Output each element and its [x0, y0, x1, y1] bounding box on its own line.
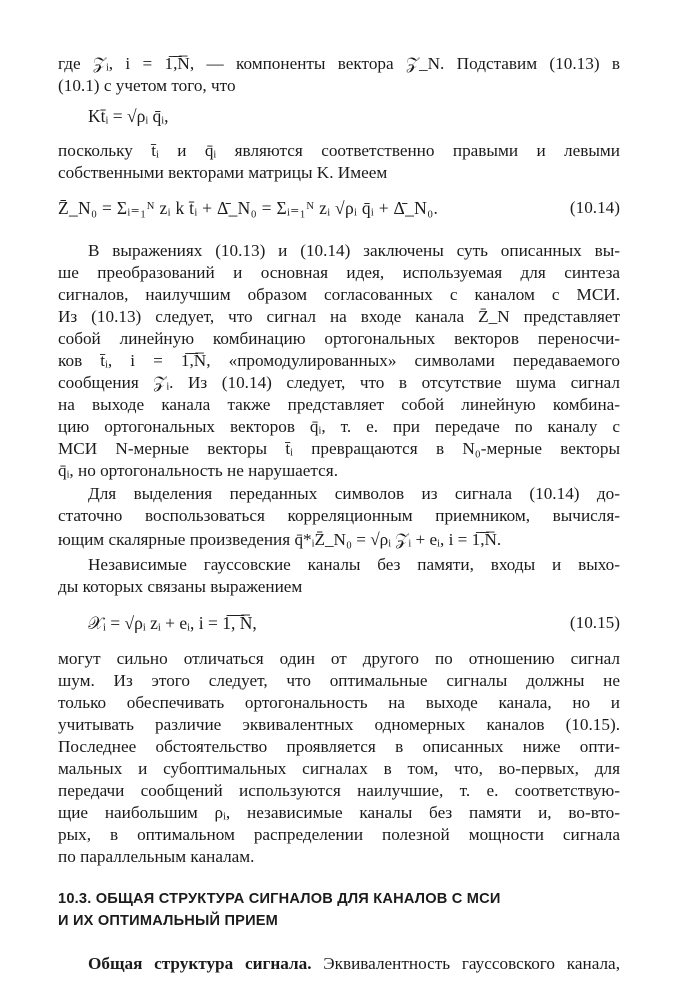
- text-line: учитывать различие эквивалентных одномерных каналов (10.15).: [58, 715, 620, 734]
- text-line: по параллельным каналам.: [58, 847, 255, 866]
- paragraph-run-in-title: Общая структура сигнала.: [88, 954, 312, 973]
- text-line: ков t̄ᵢ, i = 1̅,̅N̅, «промодулированных» символами передаваемого: [58, 351, 620, 370]
- text-line: шум. Из этого следует, что оптимальные сигналы должны не: [58, 671, 620, 690]
- text-line: сообщения 𝒵ᵢ. Из (10.14) следует, что в отсутствие шума сигнал: [58, 373, 620, 392]
- text-line: МСИ N-мерные векторы t̄ᵢ превращаются в N₀-мерные векторы: [58, 439, 620, 458]
- text-line: В выражениях (10.13) и (10.14) заключены суть описанных вы-: [88, 241, 620, 260]
- text-line: (10.1) с учетом того, что: [58, 76, 236, 95]
- text-line: собственными векторами матрицы K. Имеем: [58, 163, 388, 182]
- text-line: ды которых связаны выражением: [58, 577, 303, 596]
- text-line: Независимые гауссовские каналы без памяти, входы и выхо-: [88, 555, 620, 574]
- text-line: сигналов, наилучшим образом согласованных с каналом с МСИ.: [58, 285, 620, 304]
- text-line: ющим скалярные произведения q̄*ᵢZ̄̄_N₀ = √ρᵢ 𝒵ᵢ + eᵢ, i = 1̅,̅N̅.: [58, 530, 502, 549]
- text-line: щие наибольшим ρᵢ, независимые каналы без памяти и, во-вто-: [58, 803, 620, 822]
- equation: 𝒳ᵢ = √ρᵢ zᵢ + eᵢ, i = 1̅,̅ ̅N̅,: [88, 613, 257, 633]
- text-line: где 𝒵ᵢ, i = 1̅,̅N̅, — компоненты вектора 𝒵_N. Подставим (10.13) в: [58, 54, 620, 73]
- text-line: q̄ᵢ, но ортогональность не нарушается.: [58, 461, 338, 480]
- text-line: мальных и субоптимальных сигналах в том, что, во-первых, для: [58, 759, 620, 778]
- equation: Z̄̄_N₀ = Σᵢ₌₁ᴺ zᵢ k t̄ᵢ + Δ̄_N₀ = Σᵢ₌₁ᴺ zᵢ √ρᵢ q̄ᵢ + Δ̄_N₀.: [58, 198, 439, 218]
- section-heading: 10.3. ОБЩАЯ СТРУКТУРА СИГНАЛОВ ДЛЯ КАНАЛОВ С МСИ: [58, 891, 501, 907]
- text-line: [88, 953, 620, 975]
- text-line: Последнее обстоятельство проявляется в описанных ниже опти-: [58, 737, 620, 756]
- text-line: ше преобразований и основная идея, используемая для синтеза: [58, 263, 620, 282]
- text-line: на выходе канала также представляет собой линейную комбина-: [58, 395, 620, 414]
- text-line: только обеспечивать ортогональность на выходе канала, но и: [58, 693, 620, 712]
- text-line: Из (10.13) следует, что сигнал на входе канала Z̄_N представляет: [58, 307, 620, 326]
- text-line: цию ортогональных векторов q̄ᵢ, т. е. при передаче по каналу с: [58, 417, 620, 436]
- equation-number: (10.15): [569, 613, 620, 632]
- text-line: могут сильно отличаться один от другого по отношению сигнал: [58, 649, 620, 668]
- text-line: собой линейную комбинацию ортогональных векторов переносчи-: [58, 329, 620, 348]
- text-line: поскольку t̄ᵢ и q̄ᵢ являются соответственно правыми и левыми: [58, 141, 620, 160]
- text-line: рых, в оптимальном распределении полезной мощности сигнала: [58, 825, 620, 844]
- text-line: передачи сообщений используются наилучшие, т. е. соответствую-: [58, 781, 620, 800]
- text-line: статочно воспользоваться корреляционным приемником, вычисля-: [58, 506, 620, 525]
- text-line: Для выделения переданных символов из сигнала (10.14) до-: [88, 484, 620, 503]
- section-heading: И ИХ ОПТИМАЛЬНЫЙ ПРИЕМ: [58, 913, 279, 929]
- equation-number: (10.14): [569, 198, 620, 217]
- text-span: Эквивалентность гауссовского канала,: [311, 954, 620, 973]
- equation: Kt̄ᵢ = √ρᵢ q̄ᵢ,: [88, 106, 169, 126]
